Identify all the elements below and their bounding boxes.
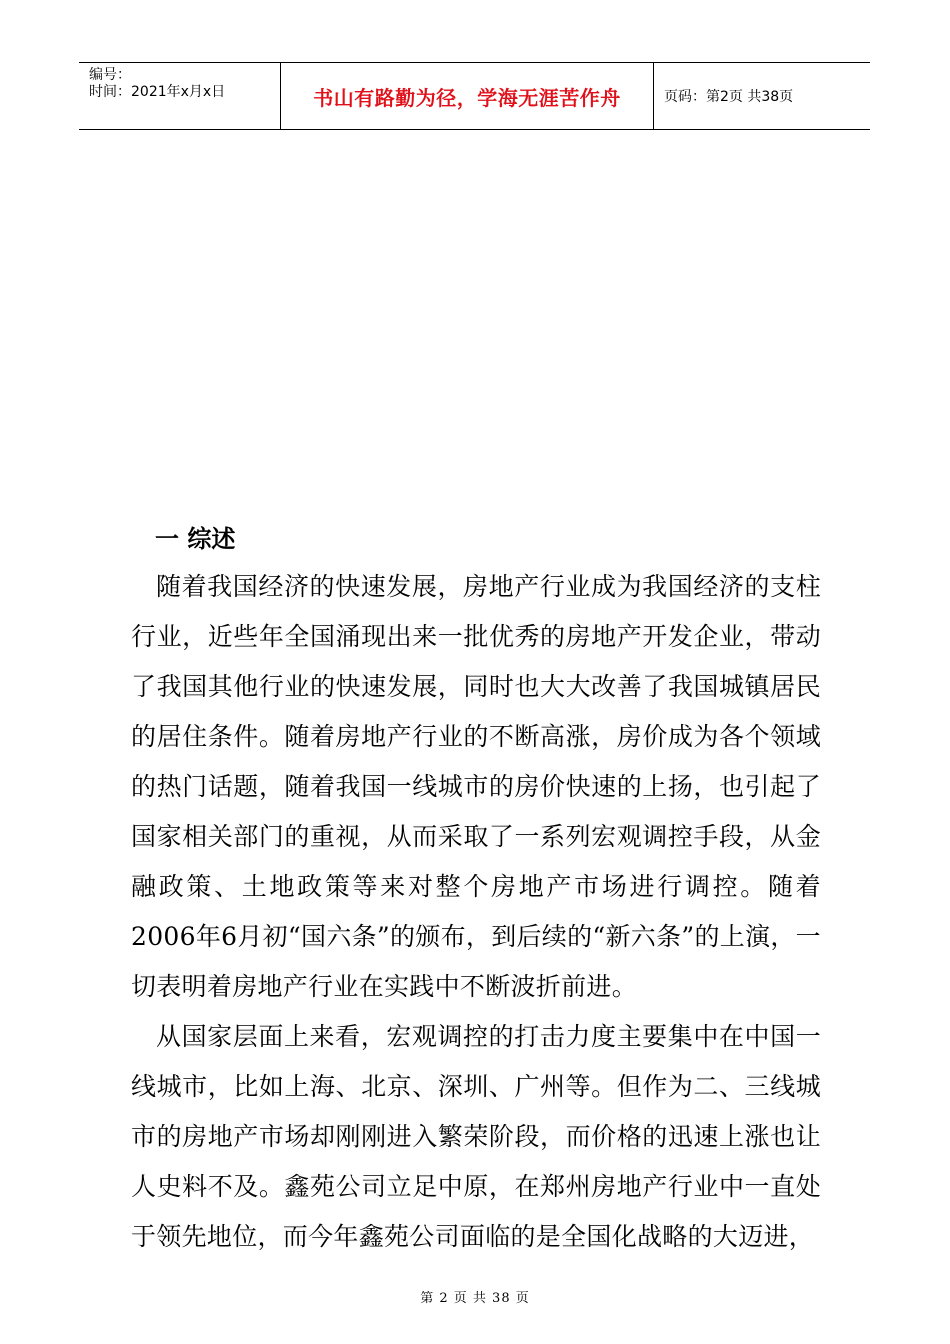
- section-title: 一 综述: [155, 525, 236, 553]
- header-page-code: 页码：第2页 共38页: [664, 89, 794, 105]
- serial-number-label: 编号：: [89, 67, 131, 83]
- paragraph: 从国家层面上来看，宏观调控的打击力度主要集中在中国一线城市，比如上海、北京、深圳、广州等。但作为二、三线城市的房地产市场却刚刚进入繁荣阶段，而价格的迅速上涨也让人史料不及。鑫苑公司立足中原，在郑州房地产行业中一直处于领先地位，而今年鑫苑公司面临的是全国化战略的大迈进，: [131, 1022, 821, 1251]
- time-label: 时间：2021年x月x日: [89, 84, 226, 100]
- header-meta: [79, 63, 281, 129]
- page-footer: 第 2 页 共 38 页: [420, 1291, 530, 1306]
- document-body: [131, 516, 821, 1262]
- paragraph: 随着我国经济的快速发展，房地产行业成为我国经济的支柱行业，近些年全国涌现出来一批优秀的房地产开发企业，带动了我国其他行业的快速发展，同时也大大改善了我国城镇居民的居住条件。随着房地产行业的不断高涨，房价成为各个领域的热门话题，随着我国一线城市的房价快速的上扬，也引起了国家相关部门的重视，从而采取了一系列宏观调控手段，从金融政策、土地政策等来对整个房地产市场进行调控。随着2006年6月初“国六条”的颁布，到后续的“新六条”的上演，一切表明着房地产行业在实践中不断波折前进。: [131, 572, 821, 1001]
- header-motto: 书山有路勤为径，学海无涯苦作舟: [281, 63, 654, 129]
- page-header: [79, 62, 870, 130]
